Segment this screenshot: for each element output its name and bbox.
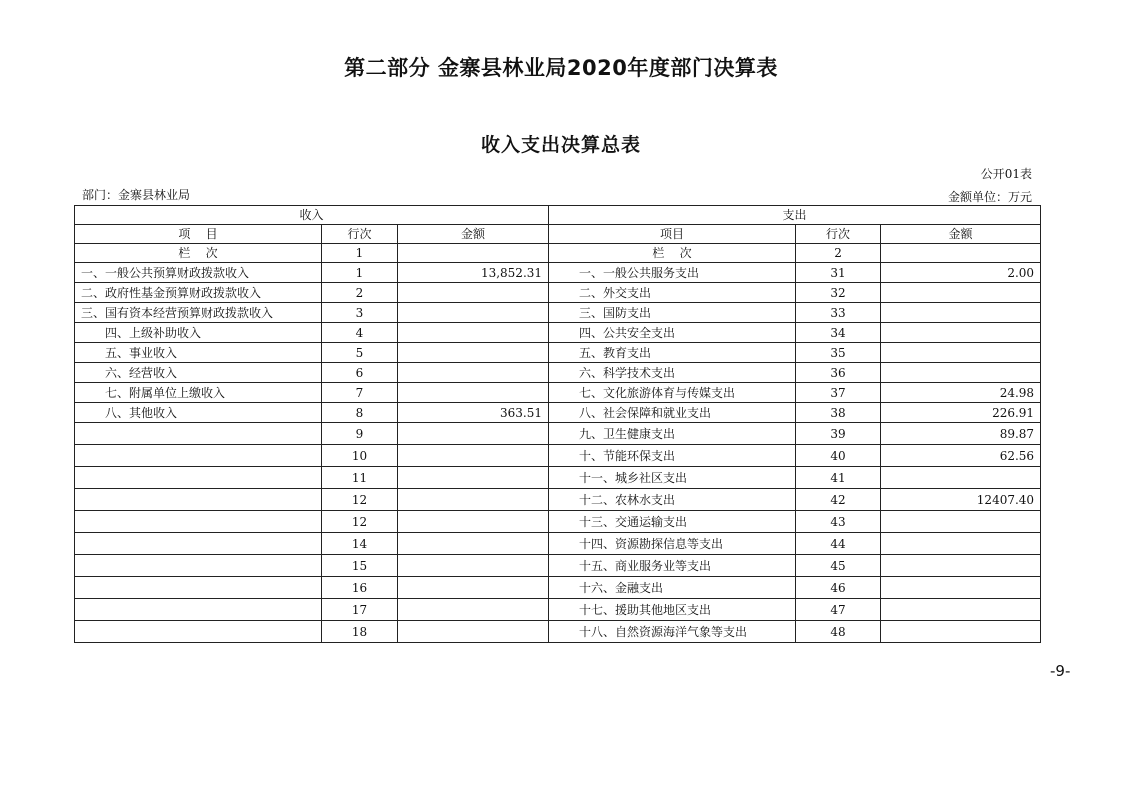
expense-item-cell: 十三、交通运输支出	[549, 511, 796, 533]
expense-group-header: 支出	[549, 206, 1041, 225]
income-item-cell: 八、其他收入	[75, 403, 322, 423]
income-item-cell	[75, 423, 322, 445]
income-line-cell: 10	[322, 445, 398, 467]
income-amount-cell	[398, 467, 549, 489]
expense-item-cell: 十四、资源勘探信息等支出	[549, 533, 796, 555]
expense-item-cell: 十二、农林水支出	[549, 489, 796, 511]
table-row	[75, 533, 1041, 555]
income-line-cell: 6	[322, 363, 398, 383]
expense-amount-cell	[881, 467, 1041, 489]
expense-amount-cell	[881, 555, 1041, 577]
table-title: 收入支出决算总表	[480, 134, 641, 156]
expense-item-cell: 四、公共安全支出	[549, 323, 796, 343]
expense-amount-cell	[881, 533, 1041, 555]
income-line-cell: 12	[322, 489, 398, 511]
expense-amount-cell: 62.56	[881, 445, 1041, 467]
income-item-cell	[75, 577, 322, 599]
expense-index-label: 栏 次	[549, 244, 796, 263]
table-row	[75, 489, 1041, 511]
income-index-number: 1	[322, 244, 398, 263]
expense-line-cell: 43	[796, 511, 881, 533]
table-row	[75, 363, 1041, 383]
expense-item-cell: 七、文化旅游体育与传媒支出	[549, 383, 796, 403]
expense-line-cell: 44	[796, 533, 881, 555]
table-row	[75, 323, 1041, 343]
income-amount-cell	[398, 303, 549, 323]
expense-item-cell: 一、一般公共服务支出	[549, 263, 796, 283]
income-amount-header: 金额	[398, 225, 549, 244]
income-amount-cell	[398, 363, 549, 383]
expense-amount-cell: 89.87	[881, 423, 1041, 445]
income-line-cell: 12	[322, 511, 398, 533]
expense-item-cell: 十八、自然资源海洋气象等支出	[549, 621, 796, 643]
expense-amount-cell	[881, 283, 1041, 303]
expense-line-cell: 40	[796, 445, 881, 467]
page-number: -9-	[1050, 662, 1071, 680]
table-row	[75, 555, 1041, 577]
income-index-label: 栏 次	[75, 244, 322, 263]
income-line-cell: 7	[322, 383, 398, 403]
income-item-cell	[75, 555, 322, 577]
table-row	[75, 283, 1041, 303]
expense-line-cell: 35	[796, 343, 881, 363]
income-line-cell: 4	[322, 323, 398, 343]
income-item-cell: 五、事业收入	[75, 343, 322, 363]
table-row	[75, 263, 1041, 283]
expense-line-cell: 33	[796, 303, 881, 323]
income-line-cell: 2	[322, 283, 398, 303]
expense-item-header: 项目	[549, 225, 796, 244]
income-amount-cell	[398, 621, 549, 643]
income-item-cell: 七、附属单位上缴收入	[75, 383, 322, 403]
expense-amount-cell	[881, 511, 1041, 533]
income-group-header: 收入	[75, 206, 549, 225]
income-amount-cell	[398, 577, 549, 599]
department-label: 部门：金寨县林业局	[82, 188, 191, 202]
expense-line-cell: 48	[796, 621, 881, 643]
income-amount-cell	[398, 599, 549, 621]
expense-amount-cell	[881, 363, 1041, 383]
amount-unit-label: 金额单位：万元	[947, 190, 1032, 204]
expense-item-cell: 十、节能环保支出	[549, 445, 796, 467]
table-row	[75, 577, 1041, 599]
expense-amount-cell	[881, 599, 1041, 621]
expense-line-cell: 41	[796, 467, 881, 489]
income-line-cell: 15	[322, 555, 398, 577]
expense-item-cell: 五、教育支出	[549, 343, 796, 363]
expense-amount-cell	[881, 621, 1041, 643]
income-amount-cell	[398, 323, 549, 343]
expense-amount-cell: 2.00	[881, 263, 1041, 283]
expense-line-cell: 36	[796, 363, 881, 383]
expense-line-cell: 31	[796, 263, 881, 283]
income-line-header: 行次	[322, 225, 398, 244]
table-row	[75, 303, 1041, 323]
income-line-cell: 9	[322, 423, 398, 445]
income-line-cell: 18	[322, 621, 398, 643]
income-line-cell: 3	[322, 303, 398, 323]
income-item-cell	[75, 511, 322, 533]
expense-item-cell: 八、社会保障和就业支出	[549, 403, 796, 423]
expense-item-cell: 三、国防支出	[549, 303, 796, 323]
document-title: 第二部分 金寨县林业局2020年度部门决算表	[344, 56, 778, 80]
expense-amount-cell	[881, 577, 1041, 599]
table-row	[75, 467, 1041, 489]
expense-item-cell: 十一、城乡社区支出	[549, 467, 796, 489]
expense-index-blank	[881, 244, 1041, 263]
income-item-cell: 四、上级补助收入	[75, 323, 322, 343]
expense-amount-cell: 12407.40	[881, 489, 1041, 511]
table-row	[75, 511, 1041, 533]
expense-line-cell: 38	[796, 403, 881, 423]
income-line-cell: 14	[322, 533, 398, 555]
income-item-cell: 六、经营收入	[75, 363, 322, 383]
expense-line-cell: 45	[796, 555, 881, 577]
income-item-cell	[75, 489, 322, 511]
table-number: 公开01表	[980, 167, 1032, 181]
income-line-cell: 16	[322, 577, 398, 599]
expense-index-number: 2	[796, 244, 881, 263]
table-row	[75, 343, 1041, 363]
income-line-cell: 17	[322, 599, 398, 621]
income-amount-cell	[398, 533, 549, 555]
expense-item-cell: 六、科学技术支出	[549, 363, 796, 383]
income-expense-table	[74, 205, 1041, 643]
income-amount-cell	[398, 489, 549, 511]
income-index-blank	[398, 244, 549, 263]
table-row	[75, 423, 1041, 445]
column-index-row	[75, 244, 1041, 263]
table-row	[75, 383, 1041, 403]
table-row	[75, 599, 1041, 621]
income-amount-cell	[398, 283, 549, 303]
income-amount-cell: 13,852.31	[398, 263, 549, 283]
expense-line-cell: 47	[796, 599, 881, 621]
income-item-cell	[75, 467, 322, 489]
expense-line-cell: 42	[796, 489, 881, 511]
income-line-cell: 1	[322, 263, 398, 283]
income-item-cell	[75, 533, 322, 555]
expense-amount-header: 金额	[881, 225, 1041, 244]
income-amount-cell	[398, 445, 549, 467]
income-amount-cell	[398, 555, 549, 577]
income-item-cell	[75, 599, 322, 621]
income-item-cell	[75, 445, 322, 467]
income-amount-cell	[398, 423, 549, 445]
expense-line-header: 行次	[796, 225, 881, 244]
income-line-cell: 5	[322, 343, 398, 363]
income-item-header: 项 目	[75, 225, 322, 244]
income-line-cell: 11	[322, 467, 398, 489]
expense-line-cell: 34	[796, 323, 881, 343]
group-header-row	[75, 206, 1041, 225]
income-item-cell: 二、政府性基金预算财政拨款收入	[75, 283, 322, 303]
table-row	[75, 445, 1041, 467]
expense-amount-cell	[881, 303, 1041, 323]
table-row	[75, 621, 1041, 643]
expense-amount-cell	[881, 343, 1041, 363]
expense-item-cell: 十七、援助其他地区支出	[549, 599, 796, 621]
column-header-row	[75, 225, 1041, 244]
income-item-cell: 一、一般公共预算财政拨款收入	[75, 263, 322, 283]
expense-item-cell: 十六、金融支出	[549, 577, 796, 599]
expense-line-cell: 37	[796, 383, 881, 403]
expense-item-cell: 十五、商业服务业等支出	[549, 555, 796, 577]
expense-amount-cell	[881, 323, 1041, 343]
expense-amount-cell: 226.91	[881, 403, 1041, 423]
expense-line-cell: 39	[796, 423, 881, 445]
income-amount-cell	[398, 511, 549, 533]
table-row	[75, 403, 1041, 423]
expense-item-cell: 二、外交支出	[549, 283, 796, 303]
expense-item-cell: 九、卫生健康支出	[549, 423, 796, 445]
expense-line-cell: 46	[796, 577, 881, 599]
income-item-cell	[75, 621, 322, 643]
income-amount-cell	[398, 343, 549, 363]
income-line-cell: 8	[322, 403, 398, 423]
income-amount-cell	[398, 383, 549, 403]
expense-line-cell: 32	[796, 283, 881, 303]
expense-amount-cell: 24.98	[881, 383, 1041, 403]
income-item-cell: 三、国有资本经营预算财政拨款收入	[75, 303, 322, 323]
income-amount-cell: 363.51	[398, 403, 549, 423]
